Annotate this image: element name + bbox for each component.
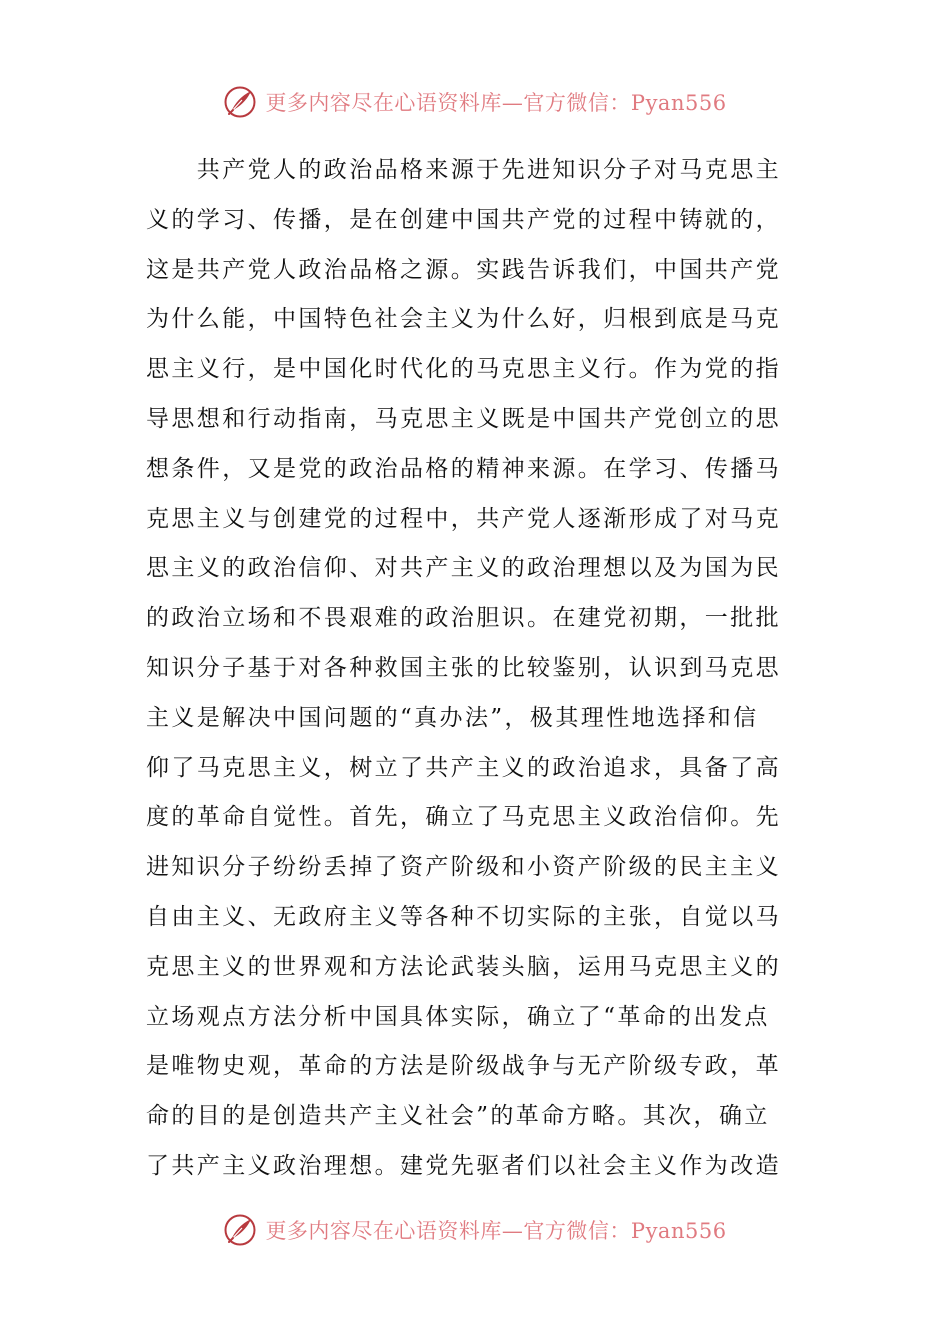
watermark-text-top: 更多内容尽在心语资料库—官方微信：Pyan556 (265, 91, 727, 115)
text-line: 自由主义、无政府主义等各种不切实际的主张，自觉以马 (146, 903, 781, 930)
text-line: 命的目的是创造共产主义社会”的革命方略。其次，确立 (146, 1103, 770, 1130)
text-line: 共产党人的政治品格来源于先进知识分子对马克思主 (146, 157, 781, 183)
text-line: 克思主义与创建党的过程中，共产党人逐渐形成了对马克 (146, 505, 781, 532)
text-line: 义的学习、传播，是在创建中国共产党的过程中铸就的， (146, 206, 781, 233)
document-body (146, 146, 810, 1192)
text-line: 克思主义的世界观和方法论武装头脑，运用马克思主义的 (146, 953, 781, 980)
text-line: 仰了马克思主义，树立了共产主义的政治追求，具备了高 (146, 754, 781, 781)
text-line: 思主义行，是中国化时代化的马克思主义行。作为党的指 (146, 356, 781, 383)
text-line: 主义是解决中国问题的“真办法”，极其理性地选择和信 (146, 704, 759, 731)
watermark-text-bottom: 更多内容尽在心语资料库—官方微信：Pyan556 (265, 1219, 727, 1243)
text-line: 了共产主义政治理想。建党先驱者们以社会主义作为改造 (146, 1152, 781, 1179)
text-line: 立场观点方法分析中国具体实际，确立了“革命的出发点 (146, 1003, 770, 1030)
text-line: 思主义的政治信仰、对共产主义的政治理想以及为国为民 (146, 555, 781, 582)
text-line: 想条件，又是党的政治品格的精神来源。在学习、传播马 (146, 455, 781, 482)
text-line: 度的革命自觉性。首先，确立了马克思主义政治信仰。先 (146, 804, 781, 831)
text-line: 的政治立场和不畏艰难的政治胆识。在建党初期，一批批 (146, 605, 781, 632)
text-line: 是唯物史观，革命的方法是阶级战争与无产阶级专政，革 (146, 1053, 781, 1080)
text-line: 进知识分子纷纷丢掉了资产阶级和小资产阶级的民主主义 (146, 854, 781, 881)
text-line: 导思想和行动指南，马克思主义既是中国共产党创立的思 (146, 405, 781, 432)
feather-pen-logo-icon (223, 1213, 257, 1247)
watermark-banner-top (0, 82, 950, 122)
feather-pen-logo-icon (223, 85, 257, 119)
text-line: 为什么能，中国特色社会主义为什么好，归根到底是马克 (146, 306, 781, 333)
text-line: 这是共产党人政治品格之源。实践告诉我们，中国共产党 (146, 256, 781, 283)
watermark-banner-bottom (0, 1210, 950, 1250)
text-line: 知识分子基于对各种救国主张的比较鉴别，认识到马克思 (146, 654, 781, 681)
